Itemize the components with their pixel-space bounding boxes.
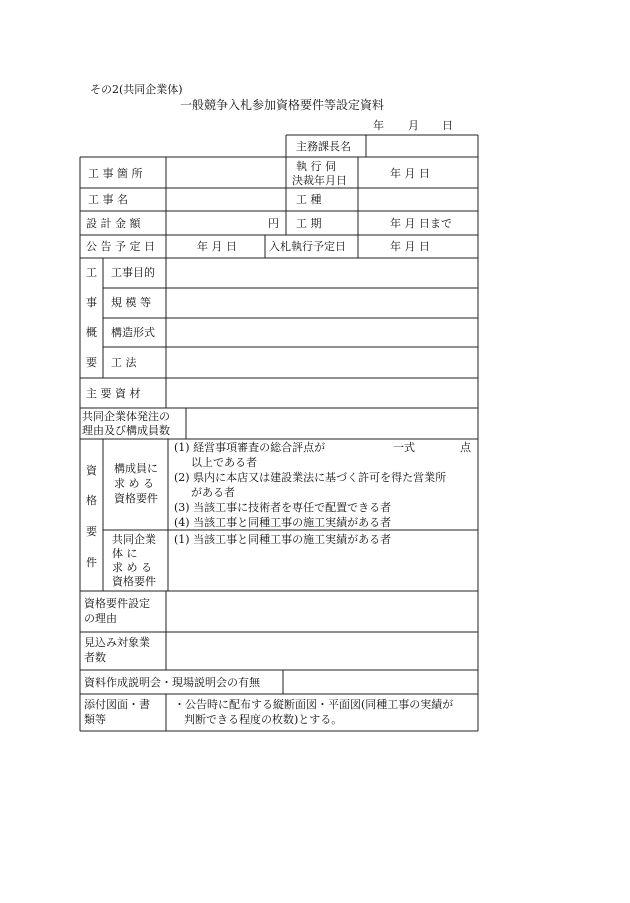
member-item: がある者 bbox=[191, 486, 235, 499]
attach-text-1: ・公告時に配布する縦断面図・平面図(同種工事の実績が bbox=[174, 698, 454, 711]
jv-req-label-3: 求 め る bbox=[112, 561, 152, 574]
jv-req-label-2: 体 に bbox=[112, 547, 138, 560]
attach-text-2: 判断できる程度の枚数)とする。 bbox=[184, 713, 343, 726]
jv-item: (1) 当該工事と同種工事の施工実績がある者 bbox=[174, 533, 392, 546]
site-label: 工 事 箇 所 bbox=[88, 167, 143, 180]
qual-char-3: 要 bbox=[86, 525, 97, 538]
member-item: 点 bbox=[460, 441, 471, 454]
method-label: 工 法 bbox=[111, 356, 137, 369]
design-amount-label: 設 計 金 額 bbox=[86, 217, 141, 230]
bid-exec-label: 入札執行予定日 bbox=[269, 240, 346, 253]
date-month-label: 月 bbox=[408, 119, 419, 132]
expected-label-2: 者数 bbox=[84, 651, 106, 664]
chief-label: 主務課長名 bbox=[296, 140, 351, 153]
member-item: 以上である者 bbox=[191, 456, 257, 469]
kind-label: 工 種 bbox=[296, 193, 322, 206]
overview-char-4: 要 bbox=[86, 356, 97, 369]
name-label: 工 事 名 bbox=[88, 193, 128, 206]
reason-label-2: の理由 bbox=[84, 612, 117, 625]
exec-label-1: 執 行 伺 bbox=[296, 160, 336, 173]
attach-label-1: 添付図面・書 bbox=[84, 698, 150, 711]
overview-char-3: 概 bbox=[86, 326, 97, 339]
member-item: (2) 県内に本店又は建設業法に基づく許可を得た営業所 bbox=[174, 471, 447, 484]
exec-label-2: 決裁年月日 bbox=[292, 174, 347, 187]
member-item: (4) 当該工事と同種工事の施工実績がある者 bbox=[174, 516, 392, 529]
period-label: 工 期 bbox=[296, 217, 322, 230]
structure-label: 構造形式 bbox=[111, 326, 155, 339]
bid-date: 年 月 日 bbox=[390, 240, 430, 253]
date-day-label: 日 bbox=[442, 119, 453, 132]
notice-label: 公 告 予 定 日 bbox=[86, 240, 155, 253]
yen-label: 円 bbox=[268, 217, 279, 230]
member-req-label-2: 求 め る bbox=[114, 477, 154, 490]
member-req-label-1: 構成員に bbox=[114, 462, 158, 475]
jv-req-label-1: 共同企業 bbox=[112, 533, 156, 546]
jv-req-label-4: 資格要件 bbox=[112, 575, 156, 588]
materials-label: 主 要 資 材 bbox=[86, 387, 141, 400]
member-item: 一式 bbox=[393, 441, 415, 454]
overview-char-1: 工 bbox=[86, 266, 97, 279]
jv-reason-label-2: 理由及び構成員数 bbox=[82, 424, 170, 437]
member-item: (3) 当該工事に技術者を専任で配置できる者 bbox=[174, 501, 392, 514]
briefing-label: 資料作成説明会・現場説明会の有無 bbox=[84, 676, 260, 689]
scale-label: 規 模 等 bbox=[111, 296, 151, 309]
expected-label-1: 見込み対象業 bbox=[84, 636, 150, 649]
exec-date: 年 月 日 bbox=[390, 167, 430, 180]
notice-date: 年 月 日 bbox=[197, 240, 237, 253]
overview-char-2: 事 bbox=[86, 296, 97, 309]
jv-reason-label-1: 共同企業体発注の bbox=[82, 410, 170, 423]
form-title: 一般競争入札参加資格要件等設定資料 bbox=[180, 98, 385, 112]
member-item: (1) 経営事項審査の総合評点が bbox=[174, 441, 326, 454]
purpose-label: 工事目的 bbox=[111, 266, 155, 279]
period-value: 年 月 日まで bbox=[390, 217, 452, 230]
qual-char-4: 件 bbox=[86, 556, 97, 569]
qual-char-1: 資 bbox=[86, 464, 97, 477]
form-subtitle: その2(共同企業体) bbox=[90, 83, 183, 96]
member-req-label-3: 資格要件 bbox=[114, 492, 158, 505]
attach-label-2: 類等 bbox=[84, 713, 106, 726]
qual-char-2: 格 bbox=[86, 494, 97, 507]
reason-label-1: 資格要件設定 bbox=[84, 597, 150, 610]
date-year-label: 年 bbox=[373, 119, 384, 132]
